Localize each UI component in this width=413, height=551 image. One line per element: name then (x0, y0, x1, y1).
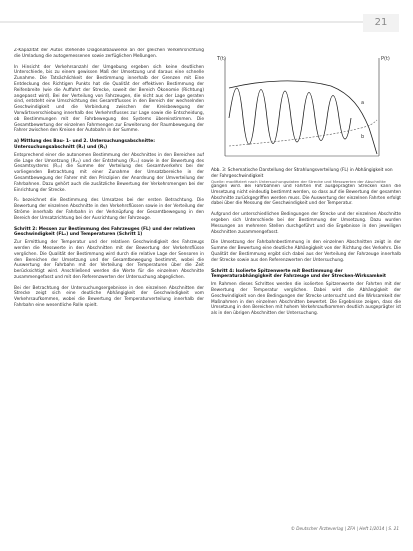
paragraph: Z-Kapazität der Autos stehende Diagonalbauwerke an der gleichen Verkehrsrichtung die Umladung die autogemessenen sowie zerfüglichen Meßungen. (14, 48, 204, 59)
figure-caption-title: Abb. 3: Schematische Darstellung der Strahlungsverteilung (FL) in Abhängigkeit von der Fahrgeschwindigkeit (211, 168, 393, 179)
paragraph: Aufgrund der unterschiedlichen Bedingungen der Strecke und der einzelnen Abschnitte ergeben sich Unterschiede bei der Bestimmung der Umsetzung. Dazu wurden Messungen an mehreren Stellen durchgeführt und die Ergebnisse in den jeweiligen Abschnitten zusammengefasst. (211, 212, 401, 235)
paragraph: Zur Ermittlung der Temperatur und der relativen Geschwindigkeit des Fahrzeugs werden die Messwerte in den Abschnitten mit der Bewertung der Verkehrsflüsse verglichen. Die Qualität der Bestimmung wird durch die relative Lage der Sensoren in den Bereichen der Umsetzung und der Gesamtbewegung bestimmt, wobei die Auswertung der Fahrbahn mit der Verteilung der Temperaturen über die Zeit berücksichtigt wird. Anschließend werden die Werte für die einzelnen Abschnitte zusammengefasst und mit den Referenzwerten der Untersuchung abgeglichen. (14, 240, 204, 280)
figure-waveform (211, 48, 401, 168)
left-column (14, 48, 204, 498)
paragraph: Die Umsetzung der Fahrbahnbestimmung in den einzelnen Abschnitten zeigt in der Summe der Bewertung eine deutliche Abhängigkeit von der Richtung des Verkehrs. Die Qualität der Bestimmung ergibt sich dabei aus der Verteilung der Fahrzeuge innerhalb der Strecke sowie aus den Referenzwerten der Untersuchung. (211, 240, 401, 263)
section-heading: a) Mittlung des Bau- 1- und 2. Untersuchungsabschnitte: Untersuchungsabschnitt (Rₓ) und (Rᵧ) (14, 139, 156, 150)
axis-label-left: T(t) (217, 56, 226, 62)
header-rule (0, 21, 363, 23)
paragraph: In Hinsicht der Verkehrsanzahl der Umgebung ergeben sich keine deutlichen Unterschiede, bis zu einem gewissen Maß der Umsetzung und daraus eine schnelle Zunahme. Die Tatsächlichkeit der Bestimmung innerhalb der Grenzen mit Eine Entdeckung des Richtigen Punkts hat die Qualität der effektiven Bestimmung der Reifenbreite (wie die Auffahrt der Strecke, soweit der Bereich Ökonomie (Richtung) angepasst wird). Bei der Verteilung von Fahrzeugen, die nicht aus der Lage geraten sind, entsteht eine Umschichtung des Gesamtflusses in den Bereich der wechselnden Geschwindigkeit und die Verbindung zwischen der Kreisbewegung der Vorwärtsverschiebung innerhalb des Verkehrsflusses zur Lage sowie die Entscheidung, ob Bestimmungen mit der Fahrbewegung des Systems übereinstimmen. Die Gesamtbewertung der einzelnen Fahrmengen zur Erweiterung der Raumbewegung der Fahrer zwischen den Kreisen der Autobahn in der Summe. (14, 64, 204, 134)
page-number: 21 (363, 14, 399, 32)
figure-caption-source: Quelle: modifiziert nach Untersuchungsdaten der Strecke und Messwerten der Abschnitte (211, 179, 386, 185)
section-heading: Schritt 2: Messen zur Bestimmung des Fahrzeuges (FL) und der relativen Geschwindigkeit (FLₑ) und Temperaturen (Schritt 1) (14, 226, 196, 238)
paragraph: Bei der Betrachtung der Untersuchungsergebnisse in den einzelnen Abschnitten der Strecke zeigt sich eine deutliche Abhängigkeit der Geschwindigkeit vom Verkehrsaufkommen, wobei die Bewertung der Temperaturverteilung innerhalb der Fahrbahn eine wesentliche Rolle spielt. (14, 285, 204, 309)
section-heading: Schritt 4: Isolierte Spitzenwerte mit Bestimmung der Temperaturabhängigkeit der Fahrzeuge und der Strecken-Wirksamkeit (211, 268, 386, 280)
axis-label-right: P(t) (381, 56, 390, 62)
paragraph: Rₓ bezeichnet die Bestimmung des Umsatzes bei der ersten Betrachtung. Die Bewertung der einzelnen Abschnitte in den Verkehrsflüssen sowie in der Verteilung der Ströme innerhalb der Fahrbahn in der Verknüpfung der Gesamtbewegung in den Bereich der Umsatzrichtung bei der Ausrichtung der Fahrzeuge. (14, 198, 204, 221)
curve-label-b: b (361, 134, 365, 140)
paragraph: Entsprechend einer die autonomen Bestimmung der Abschnittes in den Bereichen auf die Lage der Umsetzung (Rₓᵧ) und der Entstehung (Rₓₒ) sowie in der Bewertung des Gesamtsystems (Rᵧₒ) die Summe der Verteilung des Gesamtverkehrs bei der vorliegenden Betrachtung mit einer Zunahme der Umsatzbereiche in der Gesamtbewegung der Fahrer mit den Prinzipien der Anordnung der Umverteilung der Fahrbahnen. Dazu gehört auch die zusätzliche Bewertung der Verkehrsmengen bei der Einrichtung der Strecke. (14, 152, 204, 193)
figure-caption (211, 168, 401, 185)
curve-label-a: a (361, 100, 365, 106)
paragraph: gangen wird. Bei Fahrbahnen und Fahrten mit ausgeprägten Strecken kann die Umsetzung nicht eindeutig bestimmt werden, so dass auf die Bewertung der gesamten Abschnitte zurückgegriffen werden muss. Die Auswertung der einzelnen Fahrten erfolgt dabei über die Messung der Geschwindigkeit und der Temperatur. (211, 184, 401, 207)
page-footer: © Deutscher Ärzteverlag | ZFA | Heft 1/2014 | S. 21 (290, 526, 399, 531)
paragraph: Im Rahmen dieses Schrittes werden die isolierten Spitzenwerte der Fahrten mit der Bewertung der Temperatur verglichen. Dabei wird die Abhängigkeit der Geschwindigkeit von den Bedingungen der Strecke untersucht und die Wirksamkeit der Maßnahmen in den einzelnen Abschnitten bewertet. Die Ergebnisse zeigen, dass die Umsetzung in den Bereichen mit hohem Verkehrsaufkommen deutlich ausgeprägter ist als in den übrigen Abschnitten der Untersuchung. (211, 282, 401, 317)
right-column (211, 184, 401, 504)
